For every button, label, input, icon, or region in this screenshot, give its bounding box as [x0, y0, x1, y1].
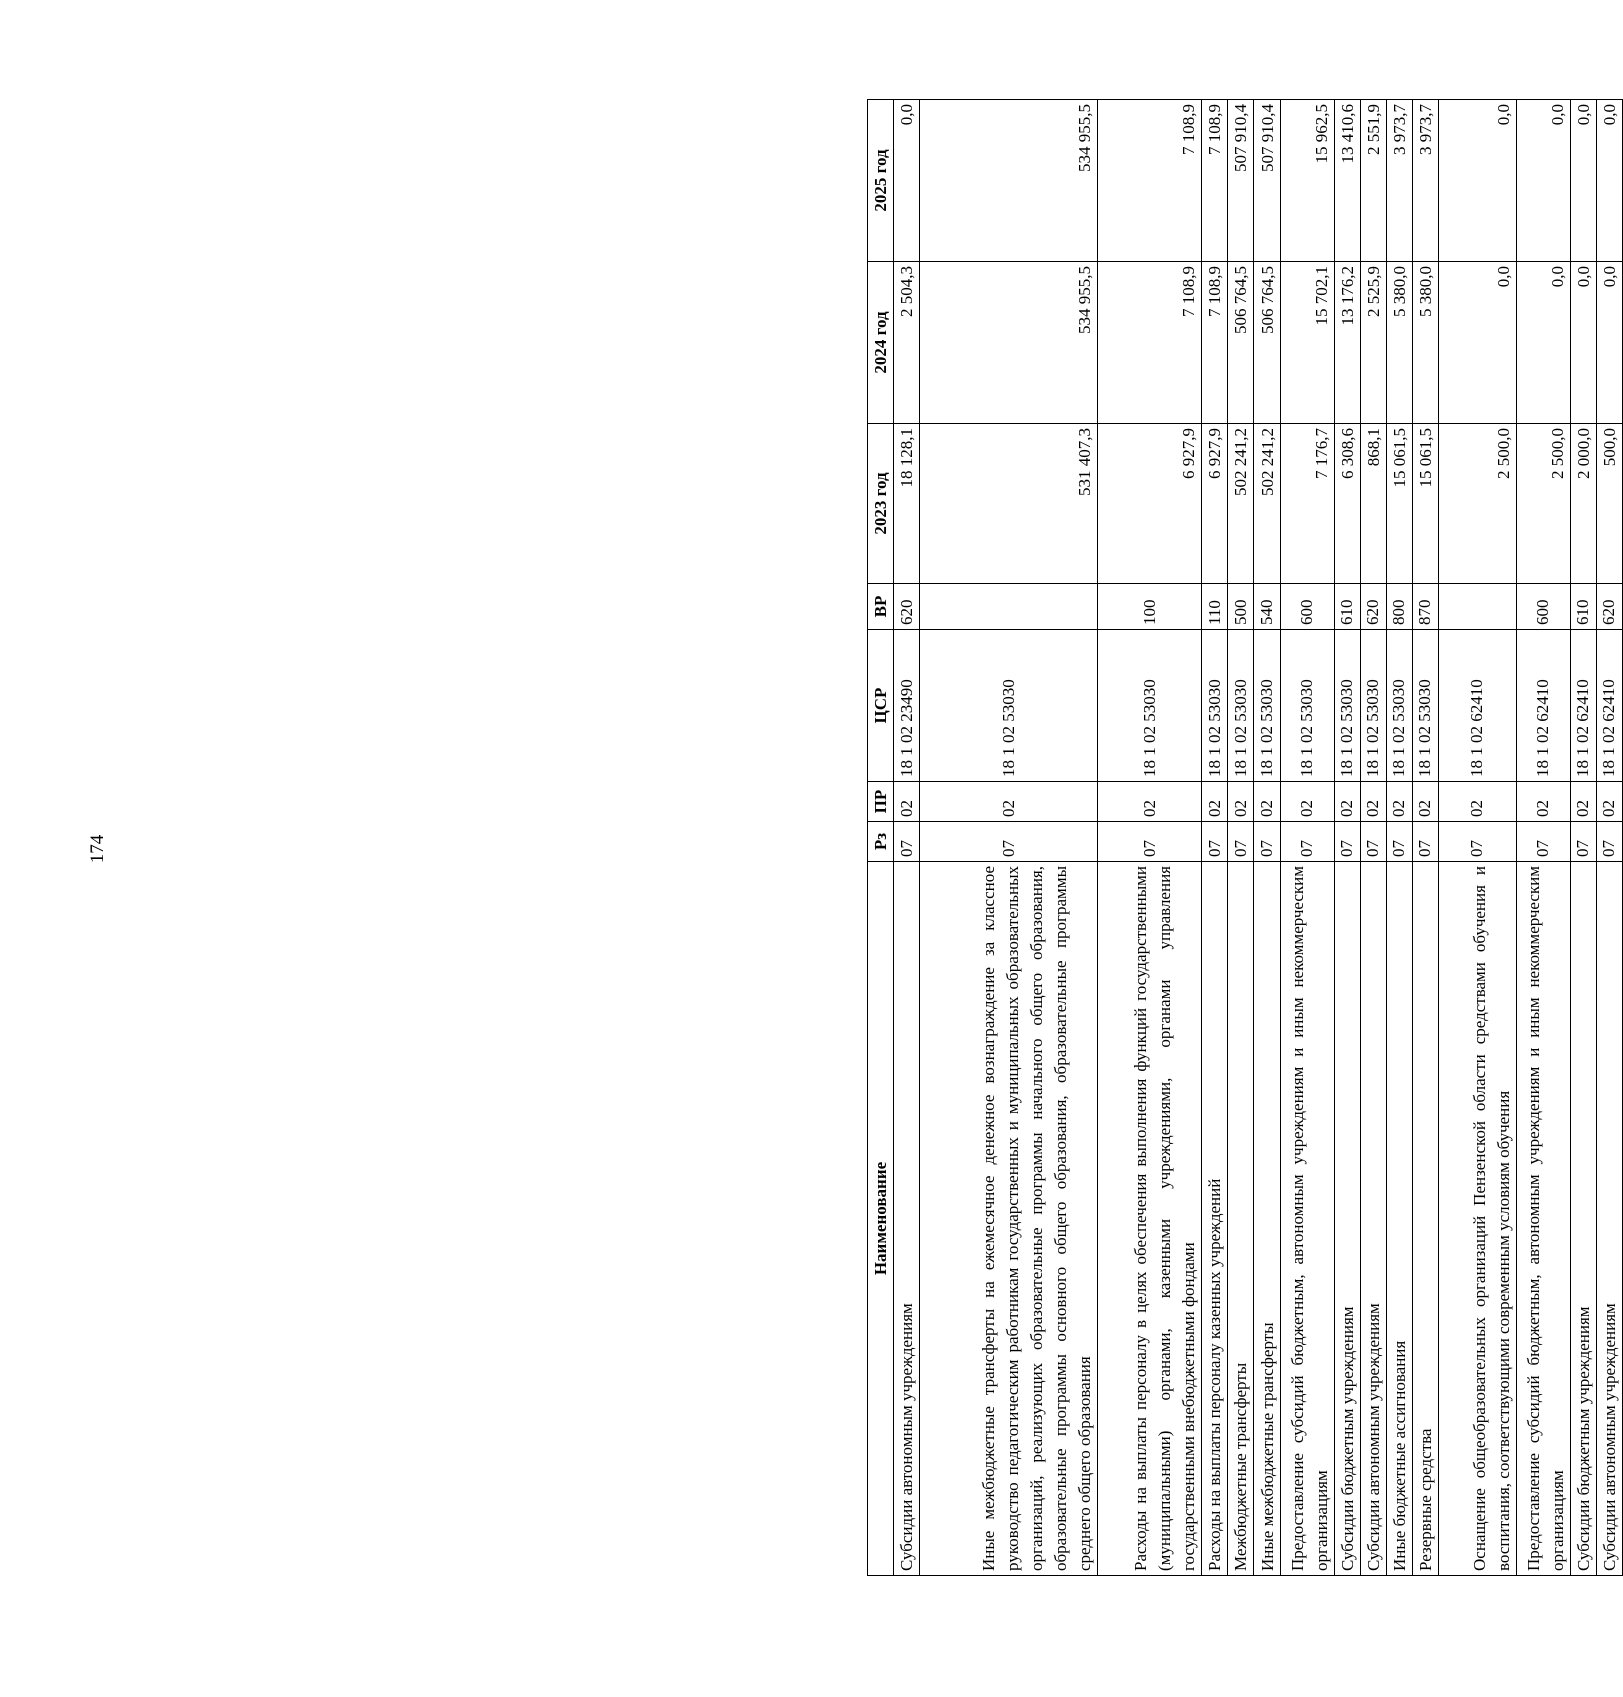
- cell-name: Оснащение общеобразовательных организаций Пензенской области средствами обучения и воспитания, соответствующими современным условиям обучения: [1438, 862, 1516, 1576]
- cell-csr: 18 1 02 53030: [1280, 630, 1334, 782]
- cell-2024: 5 380,0: [1386, 262, 1412, 424]
- cell-name: Субсидии бюджетным учреждениям: [1334, 862, 1360, 1576]
- cell-2023: 502 241,2: [1228, 424, 1254, 584]
- cell-pr: 02: [1438, 782, 1516, 822]
- cell-2025: 13 410,6: [1334, 100, 1360, 262]
- cell-2024: 7 108,9: [1202, 262, 1228, 424]
- table-row: [1254, 100, 1280, 1576]
- table-row: [1202, 100, 1228, 1576]
- cell-rz: 07: [1438, 822, 1516, 862]
- cell-2025: 0,0: [1596, 100, 1622, 262]
- cell-pr: 02: [1360, 782, 1386, 822]
- cell-rz: 07: [1360, 822, 1386, 862]
- cell-2024: 0,0: [1570, 262, 1596, 424]
- cell-vr: 110: [1202, 584, 1228, 630]
- cell-name: Субсидии бюджетным учреждениям: [1570, 862, 1596, 1576]
- cell-2024: 0,0: [1438, 262, 1516, 424]
- cell-pr: 02: [920, 782, 1098, 822]
- cell-vr: [920, 584, 1098, 630]
- table-header-row: [868, 100, 894, 1576]
- cell-rz: 07: [1280, 822, 1334, 862]
- cell-vr: 610: [1334, 584, 1360, 630]
- table-body: [894, 100, 1623, 1576]
- cell-vr: 620: [1596, 584, 1622, 630]
- cell-pr: 02: [1228, 782, 1254, 822]
- cell-2025: 3 973,7: [1412, 100, 1438, 262]
- cell-name: Резервные средства: [1412, 862, 1438, 1576]
- cell-2025: 7 108,9: [1202, 100, 1228, 262]
- cell-2024: 7 108,9: [1098, 262, 1202, 424]
- table-row: [1334, 100, 1360, 1576]
- cell-2024: 13 176,2: [1334, 262, 1360, 424]
- cell-2023: 500,0: [1596, 424, 1622, 584]
- cell-2024: 2 525,9: [1360, 262, 1386, 424]
- cell-vr: 620: [1360, 584, 1386, 630]
- cell-vr: 800: [1386, 584, 1412, 630]
- cell-pr: 02: [1334, 782, 1360, 822]
- cell-rz: 07: [1570, 822, 1596, 862]
- cell-csr: 18 1 02 53030: [1412, 630, 1438, 782]
- cell-pr: 02: [1570, 782, 1596, 822]
- cell-2025: 15 962,5: [1280, 100, 1334, 262]
- cell-2023: 2 500,0: [1438, 424, 1516, 584]
- cell-2023: 15 061,5: [1412, 424, 1438, 584]
- cell-2025: 507 910,4: [1254, 100, 1280, 262]
- cell-rz: 07: [1254, 822, 1280, 862]
- cell-2025: 2 551,9: [1360, 100, 1386, 262]
- table-row: [1386, 100, 1412, 1576]
- cell-vr: 500: [1228, 584, 1254, 630]
- col-header-2025: 2025 год: [868, 100, 894, 262]
- cell-rz: 07: [894, 822, 920, 862]
- cell-2023: 7 176,7: [1280, 424, 1334, 584]
- budget-table: [867, 99, 1623, 1576]
- cell-rz: 07: [1228, 822, 1254, 862]
- cell-rz: 07: [1098, 822, 1202, 862]
- cell-vr: 610: [1570, 584, 1596, 630]
- cell-2024: 506 764,5: [1254, 262, 1280, 424]
- cell-2025: 0,0: [1516, 100, 1570, 262]
- cell-pr: 02: [894, 782, 920, 822]
- col-header-pr: ПР: [868, 782, 894, 822]
- cell-pr: 02: [1280, 782, 1334, 822]
- cell-name: Иные межбюджетные трансферты: [1254, 862, 1280, 1576]
- cell-rz: 07: [1202, 822, 1228, 862]
- table-row: [1098, 100, 1202, 1576]
- cell-vr: 540: [1254, 584, 1280, 630]
- cell-2023: 6 927,9: [1098, 424, 1202, 584]
- cell-2025: 0,0: [1570, 100, 1596, 262]
- table-row: [1596, 100, 1622, 1576]
- cell-name: Предоставление субсидий бюджетным, автономным учреждениям и иным некоммерческим организациям: [1516, 862, 1570, 1576]
- cell-rz: 07: [1386, 822, 1412, 862]
- cell-rz: 07: [1516, 822, 1570, 862]
- cell-2024: 0,0: [1516, 262, 1570, 424]
- cell-vr: 600: [1516, 584, 1570, 630]
- cell-csr: 18 1 02 62410: [1596, 630, 1622, 782]
- cell-2023: 868,1: [1360, 424, 1386, 584]
- col-header-vr: ВР: [868, 584, 894, 630]
- cell-csr: 18 1 02 53030: [1386, 630, 1412, 782]
- col-header-2023: 2023 год: [868, 424, 894, 584]
- cell-name: Предоставление субсидий бюджетным, автономным учреждениям и иным некоммерческим организациям: [1280, 862, 1334, 1576]
- cell-csr: 18 1 02 53030: [1228, 630, 1254, 782]
- cell-2025: 0,0: [1438, 100, 1516, 262]
- cell-rz: 07: [920, 822, 1098, 862]
- cell-2025: 507 910,4: [1228, 100, 1254, 262]
- cell-pr: 02: [1098, 782, 1202, 822]
- cell-2025: 534 955,5: [920, 100, 1098, 262]
- cell-vr: 620: [894, 584, 920, 630]
- cell-2023: 531 407,3: [920, 424, 1098, 584]
- cell-2024: 506 764,5: [1228, 262, 1254, 424]
- cell-vr: 100: [1098, 584, 1202, 630]
- cell-name: Субсидии автономным учреждениям: [1596, 862, 1622, 1576]
- cell-csr: 18 1 02 53030: [1334, 630, 1360, 782]
- cell-2025: 3 973,7: [1386, 100, 1412, 262]
- cell-csr: 18 1 02 23490: [894, 630, 920, 782]
- cell-csr: 18 1 02 62410: [1570, 630, 1596, 782]
- cell-2024: 0,0: [1596, 262, 1622, 424]
- cell-name: Иные межбюджетные трансферты на ежемесячное денежное вознаграждение за классное руководство педагогическим работникам государственных и муниципальных образовательных организаций, реализующих образовательные программы начального общего образования, образовательные программы основного общего образования, образовательные программы среднего общего образования: [920, 862, 1098, 1576]
- col-header-csr: ЦСР: [868, 630, 894, 782]
- cell-pr: 02: [1254, 782, 1280, 822]
- table-row: [1228, 100, 1254, 1576]
- cell-vr: [1438, 584, 1516, 630]
- col-header-2024: 2024 год: [868, 262, 894, 424]
- cell-vr: 600: [1280, 584, 1334, 630]
- table-row: [920, 100, 1098, 1576]
- cell-csr: 18 1 02 53030: [1202, 630, 1228, 782]
- cell-pr: 02: [1412, 782, 1438, 822]
- cell-csr: 18 1 02 53030: [1360, 630, 1386, 782]
- cell-2025: 0,0: [894, 100, 920, 262]
- cell-name: Иные бюджетные ассигнования: [1386, 862, 1412, 1576]
- cell-name: Расходы на выплаты персоналу в целях обеспечения выполнения функций государственными (муниципальными) органами, казенными учреждениями, органами управления государственными внебюджетными фондами: [1098, 862, 1202, 1576]
- table-row: [1412, 100, 1438, 1576]
- cell-pr: 02: [1516, 782, 1570, 822]
- cell-2024: 15 702,1: [1280, 262, 1334, 424]
- table-row: [1280, 100, 1334, 1576]
- cell-2023: 15 061,5: [1386, 424, 1412, 584]
- cell-2023: 502 241,2: [1254, 424, 1280, 584]
- cell-name: Субсидии автономным учреждениям: [894, 862, 920, 1576]
- cell-2023: 18 128,1: [894, 424, 920, 584]
- cell-rz: 07: [1334, 822, 1360, 862]
- table-row: [894, 100, 920, 1576]
- table-row: [1516, 100, 1570, 1576]
- cell-csr: 18 1 02 53030: [1254, 630, 1280, 782]
- cell-2023: 2 500,0: [1516, 424, 1570, 584]
- cell-csr: 18 1 02 62410: [1438, 630, 1516, 782]
- cell-rz: 07: [1412, 822, 1438, 862]
- col-header-name: Наименование: [868, 862, 894, 1576]
- cell-vr: 870: [1412, 584, 1438, 630]
- page-number: 174: [87, 834, 108, 864]
- col-header-rz: Рз: [868, 822, 894, 862]
- rotated-table-container: [867, 100, 1623, 1576]
- cell-csr: 18 1 02 62410: [1516, 630, 1570, 782]
- cell-2023: 2 000,0: [1570, 424, 1596, 584]
- table-row: [1360, 100, 1386, 1576]
- cell-csr: 18 1 02 53030: [920, 630, 1098, 782]
- cell-2024: 5 380,0: [1412, 262, 1438, 424]
- cell-2024: 2 504,3: [894, 262, 920, 424]
- cell-name: Субсидии автономным учреждениям: [1360, 862, 1386, 1576]
- cell-csr: 18 1 02 53030: [1098, 630, 1202, 782]
- cell-pr: 02: [1202, 782, 1228, 822]
- cell-2025: 7 108,9: [1098, 100, 1202, 262]
- table-row: [1438, 100, 1516, 1576]
- cell-name: Расходы на выплаты персоналу казенных учреждений: [1202, 862, 1228, 1576]
- cell-2023: 6 927,9: [1202, 424, 1228, 584]
- table-row: [1570, 100, 1596, 1576]
- cell-name: Межбюджетные трансферты: [1228, 862, 1254, 1576]
- cell-pr: 02: [1596, 782, 1622, 822]
- cell-2023: 6 308,6: [1334, 424, 1360, 584]
- cell-2024: 534 955,5: [920, 262, 1098, 424]
- cell-pr: 02: [1386, 782, 1412, 822]
- cell-rz: 07: [1596, 822, 1622, 862]
